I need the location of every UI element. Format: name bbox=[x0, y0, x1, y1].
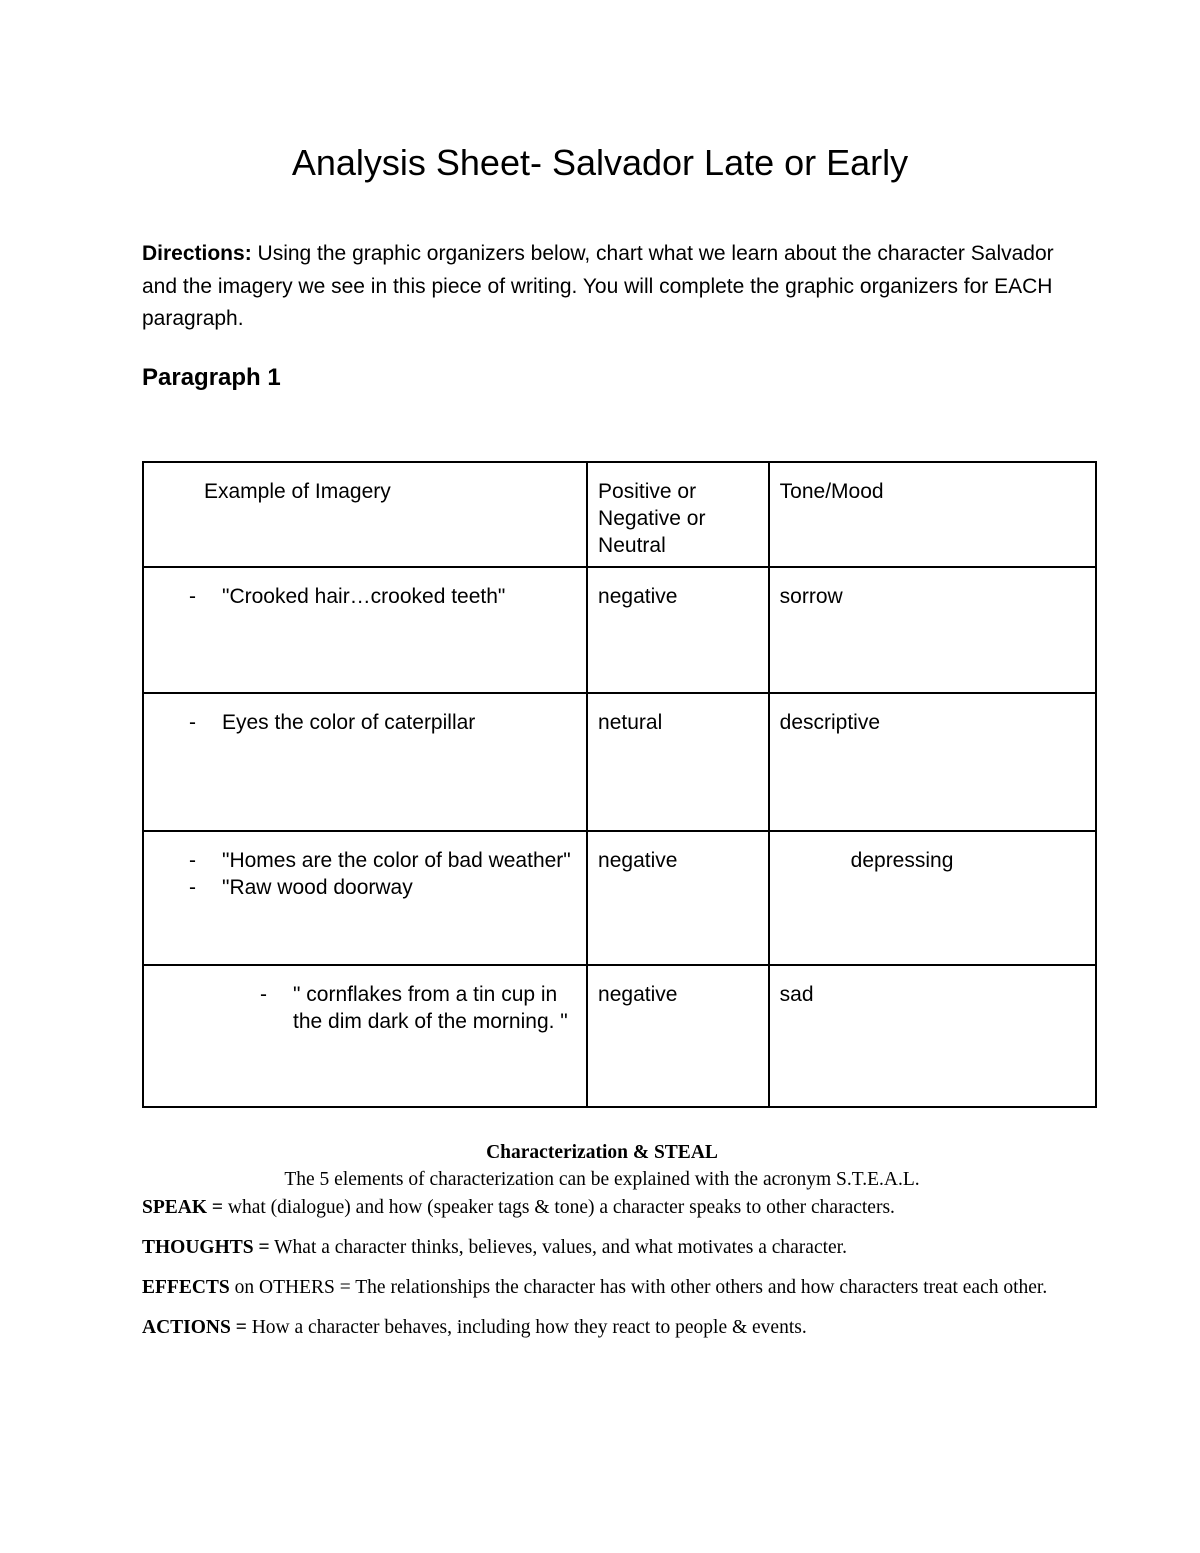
steal-intro: The 5 elements of characterization can be explained with the acronym S.T.E.A.L. bbox=[284, 1169, 920, 1190]
steal-item-actions bbox=[142, 1314, 1062, 1342]
table-row bbox=[143, 965, 1096, 1107]
steal-definition: what (dialogue) and how (speaker tags & tone) a character speaks to other characters. bbox=[223, 1197, 895, 1218]
imagery-item: - "Raw wood doorway bbox=[222, 874, 576, 901]
steal-item-thoughts bbox=[142, 1234, 1062, 1262]
imagery-cell bbox=[143, 831, 587, 965]
steal-item-speak bbox=[142, 1194, 1062, 1222]
header-imagery: Example of Imagery bbox=[143, 462, 587, 567]
polarity-cell: negative bbox=[587, 965, 769, 1107]
steal-term: EFFECTS bbox=[142, 1277, 230, 1298]
steal-definition: What a character thinks, believes, values, and what motivates a character. bbox=[269, 1237, 847, 1258]
imagery-table bbox=[142, 461, 1097, 1108]
paragraph-heading: Paragraph 1 bbox=[142, 364, 281, 391]
table-header-row bbox=[143, 462, 1096, 567]
imagery-item: - "Crooked hair…crooked teeth" bbox=[222, 583, 576, 610]
steal-term: SPEAK = bbox=[142, 1197, 223, 1218]
table-row bbox=[143, 693, 1096, 831]
steal-term: THOUGHTS = bbox=[142, 1237, 270, 1258]
header-polarity: Positive or Negative or Neutral bbox=[587, 462, 769, 567]
tone-cell: depressing bbox=[769, 831, 1096, 965]
table-row bbox=[143, 831, 1096, 965]
polarity-cell: netural bbox=[587, 693, 769, 831]
steal-section bbox=[142, 1140, 1062, 1354]
steal-heading: Characterization & STEAL bbox=[486, 1142, 718, 1163]
directions-label: Directions: bbox=[142, 242, 252, 265]
imagery-cell bbox=[143, 567, 587, 693]
polarity-cell: negative bbox=[587, 567, 769, 693]
imagery-cell bbox=[143, 965, 587, 1107]
steal-term: ACTIONS = bbox=[142, 1317, 247, 1338]
imagery-item: - " cornflakes from a tin cup in the dim dark of the morning. " bbox=[293, 981, 576, 1035]
directions-text: Using the graphic organizers below, chart what we learn about the character Salvador and the imagery we see in this piece of writing. You will complete the graphic organizers for EACH paragraph. bbox=[142, 242, 1054, 330]
polarity-cell: negative bbox=[587, 831, 769, 965]
directions bbox=[142, 238, 1062, 336]
imagery-cell bbox=[143, 693, 587, 831]
page-title: Analysis Sheet- Salvador Late or Early bbox=[291, 142, 909, 183]
steal-item-effects bbox=[142, 1274, 1062, 1302]
table-row bbox=[143, 567, 1096, 693]
steal-definition: How a character behaves, including how they react to people & events. bbox=[246, 1317, 807, 1338]
steal-definition: on OTHERS = The relationships the character has with other others and how characters treat each other. bbox=[229, 1277, 1048, 1298]
imagery-item: - Eyes the color of caterpillar bbox=[222, 709, 576, 736]
header-tone: Tone/Mood bbox=[769, 462, 1096, 567]
tone-cell: descriptive bbox=[769, 693, 1096, 831]
imagery-item: - "Homes are the color of bad weather" bbox=[222, 847, 576, 874]
tone-cell: sad bbox=[769, 965, 1096, 1107]
tone-cell: sorrow bbox=[769, 567, 1096, 693]
